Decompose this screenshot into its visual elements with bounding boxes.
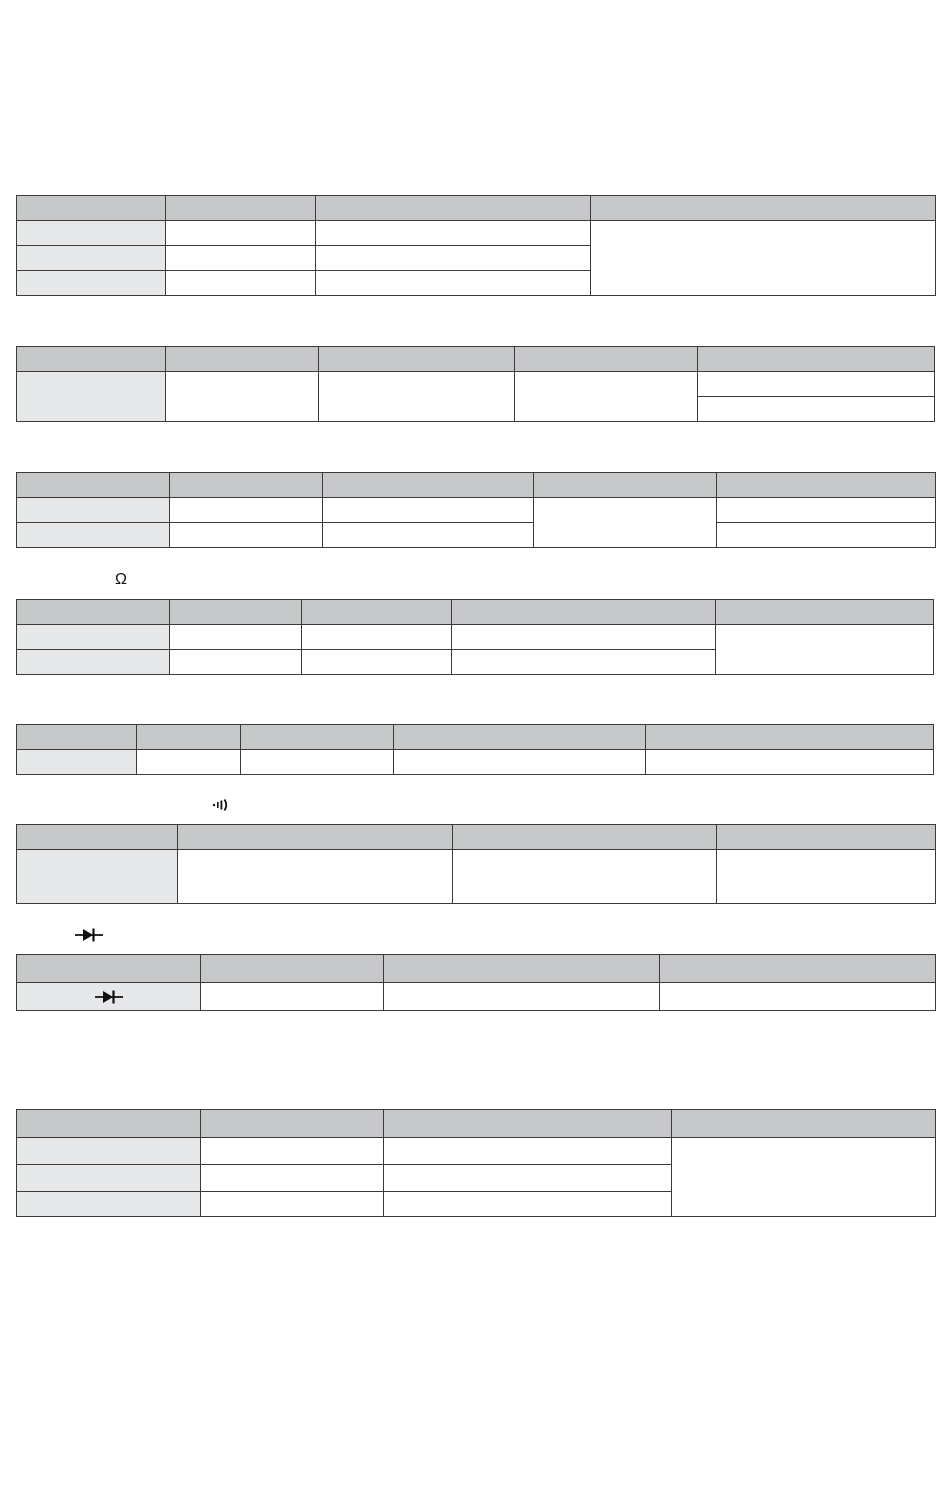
- table-cell: [166, 246, 316, 271]
- table-cell: [384, 1138, 672, 1165]
- header-cell: [201, 1110, 384, 1138]
- table-cell: [453, 850, 717, 904]
- header-cell: [166, 196, 316, 221]
- table-cell: [323, 498, 534, 523]
- row-label-cell: [17, 221, 166, 246]
- table-cell: [698, 372, 935, 397]
- row-label-cell: [17, 271, 166, 296]
- merged-cell: [716, 625, 934, 675]
- table-cell: [201, 1192, 384, 1217]
- header-cell: [384, 1110, 672, 1138]
- table-header-row: [17, 955, 936, 983]
- header-cell: [17, 600, 170, 625]
- row-label-cell: [17, 750, 137, 775]
- spec-table-8: [16, 1109, 936, 1217]
- table-cell: [660, 983, 936, 1011]
- merged-cell: [591, 221, 936, 296]
- table-row: [17, 372, 935, 397]
- table-row: [17, 498, 936, 523]
- merged-cell: [319, 372, 515, 422]
- table-cell: [170, 650, 302, 675]
- table-cell: [170, 523, 323, 548]
- table-cell: [698, 397, 935, 422]
- row-label-cell: [17, 625, 170, 650]
- row-label-cell: [17, 246, 166, 271]
- continuity-beeper-icon: [212, 798, 230, 812]
- table-cell: [323, 523, 534, 548]
- header-cell: [515, 347, 698, 372]
- table-cell: [137, 750, 241, 775]
- table-cell: [302, 650, 452, 675]
- table-row: [17, 221, 936, 246]
- header-cell: [717, 825, 936, 850]
- header-cell: [698, 347, 935, 372]
- merged-cell: [166, 372, 319, 422]
- table-header-row: [17, 473, 936, 498]
- header-cell: [394, 725, 646, 750]
- header-cell: [201, 955, 384, 983]
- table-cell: [170, 625, 302, 650]
- table-header-row: [17, 1110, 936, 1138]
- table-cell: [170, 498, 323, 523]
- header-cell: [17, 473, 170, 498]
- spec-table-6: [16, 824, 936, 904]
- table-cell: [384, 1165, 672, 1192]
- row-label-cell: [17, 372, 166, 422]
- table-header-row: [17, 825, 936, 850]
- table-cell: [717, 498, 936, 523]
- row-label-cell: [17, 1192, 201, 1217]
- header-cell: [170, 600, 302, 625]
- header-cell: [241, 725, 394, 750]
- table-cell: [452, 650, 716, 675]
- spec-table-7: [16, 954, 936, 1011]
- row-label-cell: [17, 1138, 201, 1165]
- table-row: [17, 625, 934, 650]
- header-cell: [453, 825, 717, 850]
- table-cell: [166, 271, 316, 296]
- diode-icon: [94, 989, 124, 1005]
- header-cell: [716, 600, 934, 625]
- spec-table-3: [16, 472, 936, 548]
- header-cell: [302, 600, 452, 625]
- header-cell: [323, 473, 534, 498]
- header-cell: [17, 347, 166, 372]
- header-cell: [17, 196, 166, 221]
- header-cell: [672, 1110, 936, 1138]
- header-cell: [17, 825, 178, 850]
- header-cell: [17, 1110, 201, 1138]
- header-cell: [178, 825, 453, 850]
- table-cell: [178, 850, 453, 904]
- header-cell: [166, 347, 319, 372]
- row-label-cell: [17, 983, 201, 1011]
- header-cell: [137, 725, 241, 750]
- table-row: [17, 983, 936, 1011]
- table-cell: [384, 983, 660, 1011]
- header-cell: [316, 196, 591, 221]
- table-cell: [302, 625, 452, 650]
- table-cell: [717, 523, 936, 548]
- header-cell: [660, 955, 936, 983]
- diode-icon: [74, 927, 104, 943]
- spec-table-1: [16, 195, 936, 296]
- spec-table-5: [16, 724, 934, 775]
- header-cell: [452, 600, 716, 625]
- table-cell: [166, 221, 316, 246]
- table-row: [17, 523, 936, 548]
- table-cell: [394, 750, 646, 775]
- table-cell: [201, 1138, 384, 1165]
- header-cell: [591, 196, 936, 221]
- table-cell: [316, 271, 591, 296]
- table-cell: [384, 1192, 672, 1217]
- table-row: [17, 850, 936, 904]
- header-cell: [534, 473, 717, 498]
- row-label-cell: [17, 498, 170, 523]
- merged-cell: [672, 1138, 936, 1217]
- table-cell: [201, 983, 384, 1011]
- row-label-cell: [17, 850, 178, 904]
- merged-cell: [515, 372, 698, 422]
- spec-table-4: [16, 599, 934, 675]
- row-label-cell: [17, 1165, 201, 1192]
- table-cell: [452, 625, 716, 650]
- table-header-row: [17, 347, 935, 372]
- row-label-cell: [17, 523, 170, 548]
- header-cell: [17, 725, 137, 750]
- header-cell: [717, 473, 936, 498]
- header-cell: [384, 955, 660, 983]
- header-cell: [170, 473, 323, 498]
- spec-table-2: [16, 346, 935, 422]
- table-cell: [201, 1165, 384, 1192]
- table-header-row: [17, 725, 934, 750]
- merged-cell: [534, 498, 717, 548]
- row-label-cell: [17, 650, 170, 675]
- table-cell: [316, 246, 591, 271]
- table-cell: [316, 221, 591, 246]
- header-cell: [17, 955, 201, 983]
- header-cell: [646, 725, 934, 750]
- table-row: [17, 1138, 936, 1165]
- table-header-row: [17, 196, 936, 221]
- header-cell: [319, 347, 515, 372]
- table-cell: [241, 750, 394, 775]
- table-row: [17, 750, 934, 775]
- ohm-symbol: Ω: [115, 571, 127, 588]
- table-cell: [646, 750, 934, 775]
- table-header-row: [17, 600, 934, 625]
- table-cell: [717, 850, 936, 904]
